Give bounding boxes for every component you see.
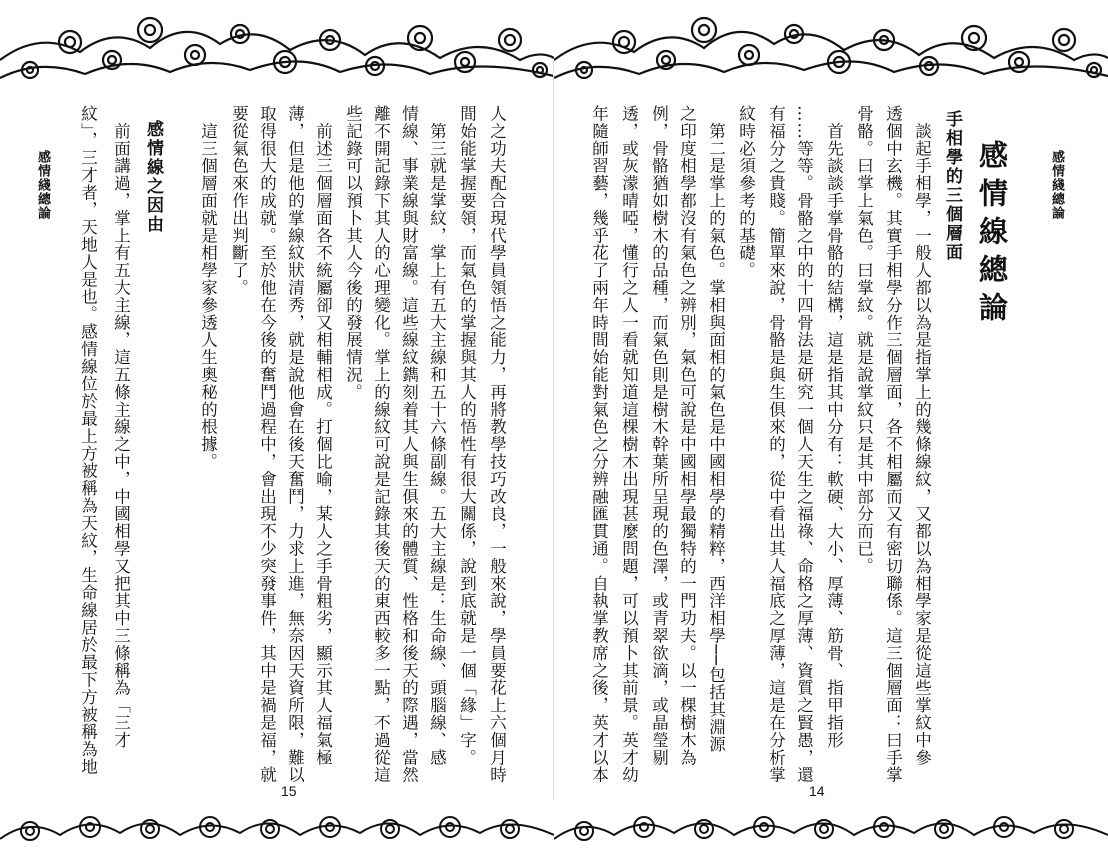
text-column: 談起手相學，一般人都以為是指掌上的幾條線紋，又都以為相學家是從這些掌紋中參	[912, 105, 932, 767]
text-column: 例，骨骼猶如樹木的品種，而氣色則是樹木幹葉所呈現的色澤，或青翠欲滴，或晶瑩剔	[649, 105, 669, 767]
text-column: 要從氣色來作出判斷了。	[229, 105, 249, 297]
cloud-border-top-right	[554, 0, 1108, 100]
cloud-border-bottom-left	[0, 805, 554, 851]
section-heading: 感情線之因由	[143, 120, 163, 234]
running-head: 感情綫總論	[1049, 150, 1064, 220]
page-number: 14	[809, 783, 825, 799]
text-column: 有福分之貴賤。簡單來說，骨骼是與生俱來的，從中看出其人福底之厚薄，這是在分析掌	[766, 105, 786, 784]
chapter-title: 感情線總論	[975, 140, 1009, 330]
text-column: 之印度相學都沒有氣色之辨別，氣色可說是中國相學最獨特的一門功夫。以一棵樹木為	[677, 105, 697, 767]
text-column: 第二是掌上的氣色。掌相與面相的氣色是中國相學的精粹，西洋相學──包括其淵源	[706, 105, 726, 754]
text-column: 前述三個層面各不統屬卻又相輔相成。打個比喻，某人之手骨粗劣，顯示其人福氣極	[313, 105, 333, 767]
cloud-border-top-left	[0, 0, 554, 100]
text-column: 年隨師習藝，幾乎花了兩年時間始能對氣色之分辨融匯貫通。自執掌教席之後，英才以本	[589, 105, 609, 784]
text-column: 前面講過，掌上有五大主線，這五條主線之中，中國相學又把其中三條稱為「三才	[111, 105, 131, 749]
running-head: 感情綫總論	[35, 150, 50, 220]
text-column: 紋」，三才者，天地人是也。感情線位於最上方被稱為天紋，生命線居於最下方被稱為地	[78, 105, 98, 776]
cloud-border-bottom-right	[554, 805, 1108, 851]
text-column: 人之功夫配合現代學員領悟之能力，再將教學技巧改良，一般來說，學員要花上六個月時	[487, 105, 507, 784]
page-number: 15	[281, 783, 297, 799]
text-column: 骨骼。曰掌上氣色。曰掌紋。就是說掌紋只是其中部分而已。	[854, 105, 874, 575]
text-column: 取得很大的成就。至於他在今後的奮鬥過程中，會出現不少突發事件，其中是禍是福，就	[257, 105, 277, 784]
text-column: 透，或灰濛晴啞，懂行之人一看就知道這棵樹木出現甚麼問題，可以預卜其前景。英才幼	[619, 105, 639, 784]
text-column: 情線、事業線與財富線。這些線紋鐫刻着其人與生俱來的體質、性格和後天的際遇，當然	[399, 105, 419, 784]
text-column: 紋時必須參考的基礎。	[736, 105, 756, 279]
text-column: 這三個層面就是相學家參透人生奧秘的根據。	[198, 105, 218, 471]
text-column: 間始能掌握要領，而氣色的掌握與其人的悟性有很大關係，說到底就是一個「緣」字。	[457, 105, 477, 767]
text-column: 薄，但是他的掌線紋狀清秀，就是說他會在後天奮鬥，力求上進，無奈因天資所限，難以	[285, 105, 305, 784]
text-column: 第三就是掌紋，掌上有五大主線和五十六條副線。五大主線是：生命線、頭腦線、感	[427, 105, 447, 767]
right-page	[554, 0, 1108, 851]
text-column: 些記錄可以預卜其人今後的發展情況。	[343, 105, 363, 401]
text-column: ……等等。骨骼之中的十四骨法是研究一個人天生之福祿、命格之厚薄、資質之賢愚，還	[794, 105, 814, 784]
section-heading: 手相學的三個層面	[942, 110, 962, 262]
text-column: 透個中玄機。其實手相學分作三個層面，各不相屬而又有密切聯係。這三個層面：曰手掌	[883, 105, 903, 784]
text-column: 離不開記錄下其人的心理變化。掌上的線紋可說是記錄其後天的東西較多一點，不過從這	[371, 105, 391, 784]
text-column: 首先談談手掌骨骼的結構，這是指其中分有：軟硬、大小、厚薄、筋骨、指甲指形	[824, 105, 844, 749]
